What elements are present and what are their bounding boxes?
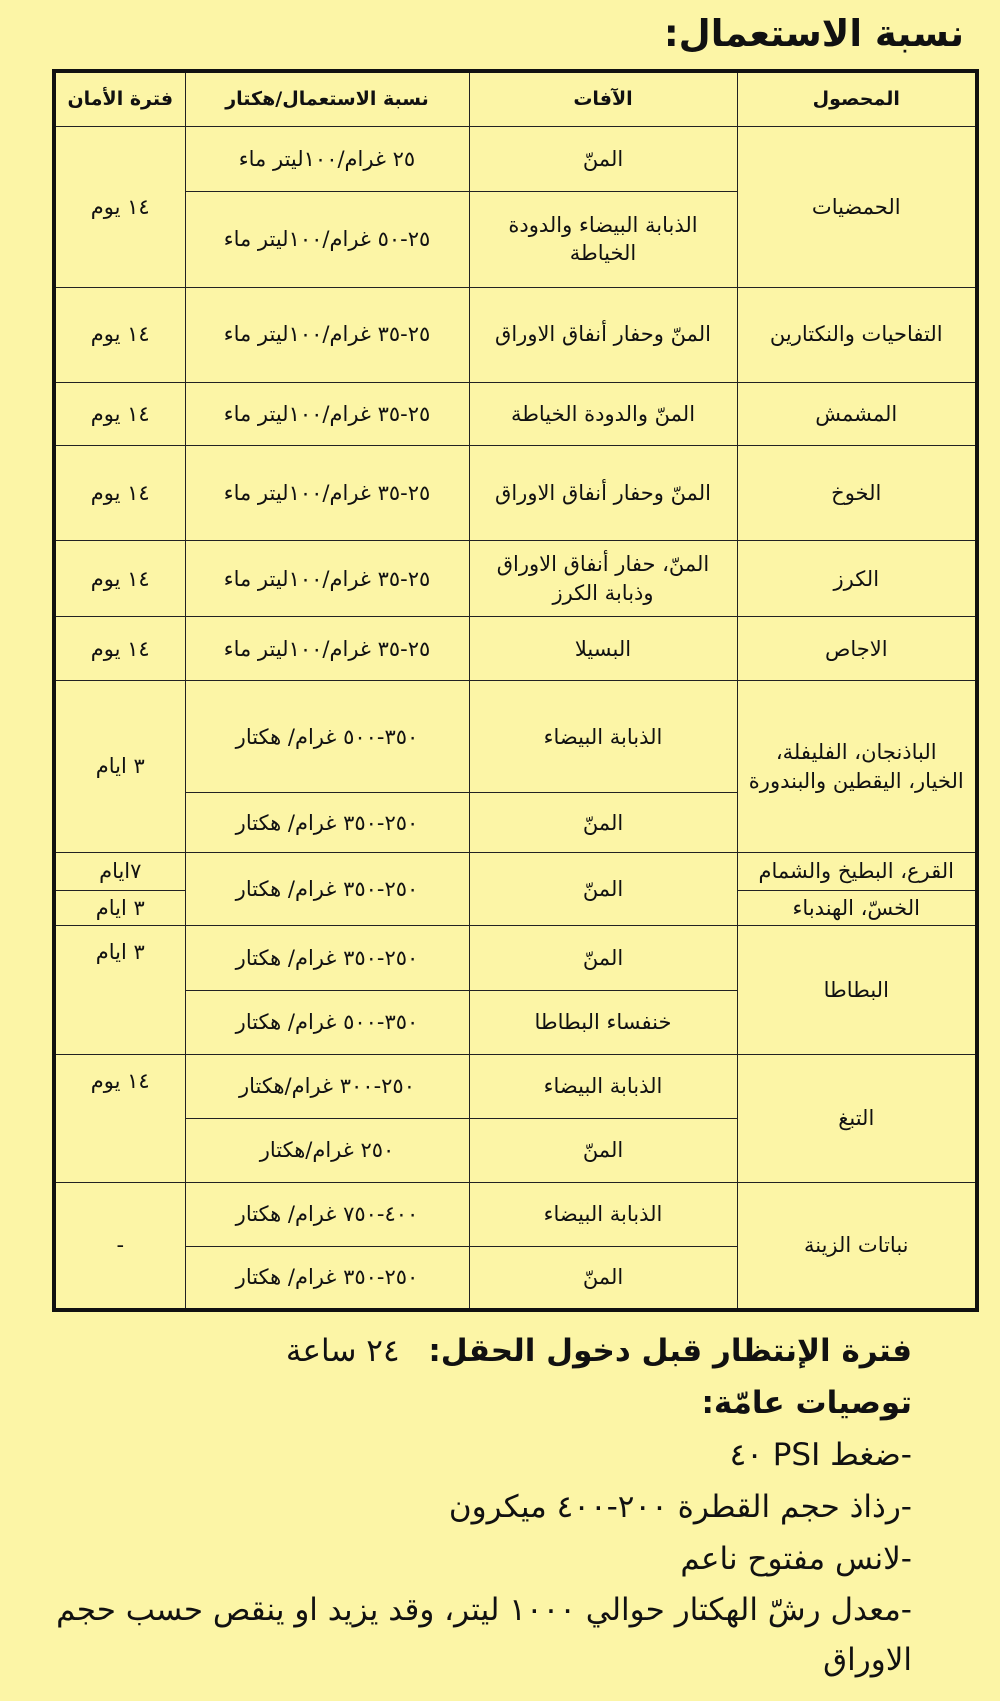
crop-cell: نباتات الزينة [737, 1182, 977, 1310]
rate-cell: ٢٥٠-٣٠٠ غرام/هكتار [185, 1054, 469, 1118]
waiting-value: ٢٤ ساعة [285, 1333, 400, 1369]
rate-cell: ٢٥-٣٥ غرام/١٠٠ليتر ماء [185, 382, 469, 446]
header-pest: الآفات [469, 71, 737, 127]
safety-cell: ١٤ يوم [54, 287, 185, 382]
rate-cell: ٢٥ غرام/١٠٠ليتر ماء [185, 127, 469, 192]
table-row [54, 382, 977, 446]
recommendation-item: -ضغط PSI ٤٠ [729, 1437, 912, 1473]
pest-cell: المنّ [469, 926, 737, 991]
rate-cell: ٢٥-٣٥ غرام/١٠٠ليتر ماء [185, 617, 469, 681]
table-row [54, 127, 977, 192]
header-crop: المحصول [737, 71, 977, 127]
crop-cell: البطاطا [737, 926, 977, 1055]
pest-cell: الذبابة البيضاء والدودة الخياطة [469, 191, 737, 287]
safety-cell: ٣ ايام [54, 681, 185, 853]
pest-cell: الذبابة البيضاء [469, 1182, 737, 1246]
pest-cell: المنّ [469, 1246, 737, 1310]
table-row [54, 541, 977, 617]
table-row [54, 617, 977, 681]
footer-notes [32, 1325, 912, 1685]
usage-table [52, 69, 979, 1312]
pest-cell: المنّ والدودة الخياطة [469, 382, 737, 446]
rate-cell: ٢٥-٣٥ غرام/١٠٠ليتر ماء [185, 541, 469, 617]
crop-cell: الحمضيات [737, 127, 977, 288]
pest-cell: خنفساء البطاطا [469, 991, 737, 1055]
table-row [54, 926, 977, 991]
safety-cell: ١٤ يوم [54, 127, 185, 288]
header-safety: فترة الأمان [54, 71, 185, 127]
safety-cell: ٧ايام [54, 853, 185, 891]
table-row [54, 446, 977, 541]
rate-cell: ٢٥٠-٣٥٠ غرام/ هكتار [185, 1246, 469, 1310]
table-row [54, 853, 977, 891]
pest-cell: المنّ وحفار أنفاق الاوراق [469, 287, 737, 382]
safety-cell: ١٤ يوم [54, 446, 185, 541]
header-rate: نسبة الاستعمال/هكتار [185, 71, 469, 127]
crop-cell: الباذنجان، الفليفلة، الخيار، اليقطين والبندورة [737, 681, 977, 853]
crop-cell: القرع، البطيخ والشمام [737, 853, 977, 891]
rate-cell: ٢٥٠ غرام/هكتار [185, 1118, 469, 1182]
table-row [54, 287, 977, 382]
pest-cell: المنّ [469, 1118, 737, 1182]
crop-cell: الخوخ [737, 446, 977, 541]
crop-cell: المشمش [737, 382, 977, 446]
crop-cell: الكرز [737, 541, 977, 617]
pest-cell: الذبابة البيضاء [469, 681, 737, 793]
table-row [54, 1054, 977, 1118]
safety-cell: ٣ ايام [54, 891, 185, 926]
rate-cell: ٢٥-٣٥ غرام/١٠٠ليتر ماء [185, 287, 469, 382]
rate-cell: ٣٥٠-٥٠٠ غرام/ هكتار [185, 681, 469, 793]
safety-cell: ١٤ يوم [54, 617, 185, 681]
pest-cell: المنّ وحفار أنفاق الاوراق [469, 446, 737, 541]
crop-cell: التبغ [737, 1054, 977, 1182]
rate-cell: ٢٥٠-٣٥٠ غرام/ هكتار [185, 793, 469, 853]
table-header-row [54, 71, 977, 127]
safety-cell: ١٤ يوم [54, 541, 185, 617]
pest-cell: الذبابة البيضاء [469, 1054, 737, 1118]
pest-cell: البسيلا [469, 617, 737, 681]
recommendation-item: -لانس مفتوح ناعم [680, 1541, 912, 1577]
crop-cell: الاجاص [737, 617, 977, 681]
waiting-label: فترة الإنتظار قبل دخول الحقل: [428, 1333, 912, 1369]
waiting-period [32, 1325, 912, 1377]
rate-cell: ٢٥-٥٠ غرام/١٠٠ليتر ماء [185, 191, 469, 287]
rate-cell: ٢٥-٣٥ غرام/١٠٠ليتر ماء [185, 446, 469, 541]
safety-cell: ١٤ يوم [54, 382, 185, 446]
safety-cell: ١٤ يوم [54, 1054, 185, 1182]
recommendation-item: -رذاذ حجم القطرة ٢٠٠-٤٠٠ ميكرون [448, 1489, 912, 1525]
table-row [54, 681, 977, 793]
recommendations-title: توصيات عامّة: [701, 1385, 912, 1421]
pest-cell: المنّ [469, 853, 737, 926]
rate-cell: ٢٥٠-٣٥٠ غرام/ هكتار [185, 853, 469, 926]
pest-cell: المنّ [469, 793, 737, 853]
pest-cell: المنّ، حفار أنفاق الاوراق وذبابة الكرز [469, 541, 737, 617]
safety-cell: ٣ ايام [54, 926, 185, 1055]
table-row [54, 1182, 977, 1246]
recommendation-item: -معدل رشّ الهكتار حوالي ١٠٠٠ ليتر، وقد يزيد او ينقص حسب حجم الاوراق [56, 1592, 912, 1678]
rate-cell: ٣٥٠-٥٠٠ غرام/ هكتار [185, 991, 469, 1055]
section-title: نسبة الاستعمال: [663, 12, 964, 55]
rate-cell: ٢٥٠-٣٥٠ غرام/ هكتار [185, 926, 469, 991]
crop-cell: الخسّ، الهندباء [737, 891, 977, 926]
safety-cell: - [54, 1182, 185, 1310]
pest-cell: المنّ [469, 127, 737, 192]
crop-cell: التفاحيات والنكتارين [737, 287, 977, 382]
rate-cell: ٤٠٠-٧٥٠ غرام/ هكتار [185, 1182, 469, 1246]
